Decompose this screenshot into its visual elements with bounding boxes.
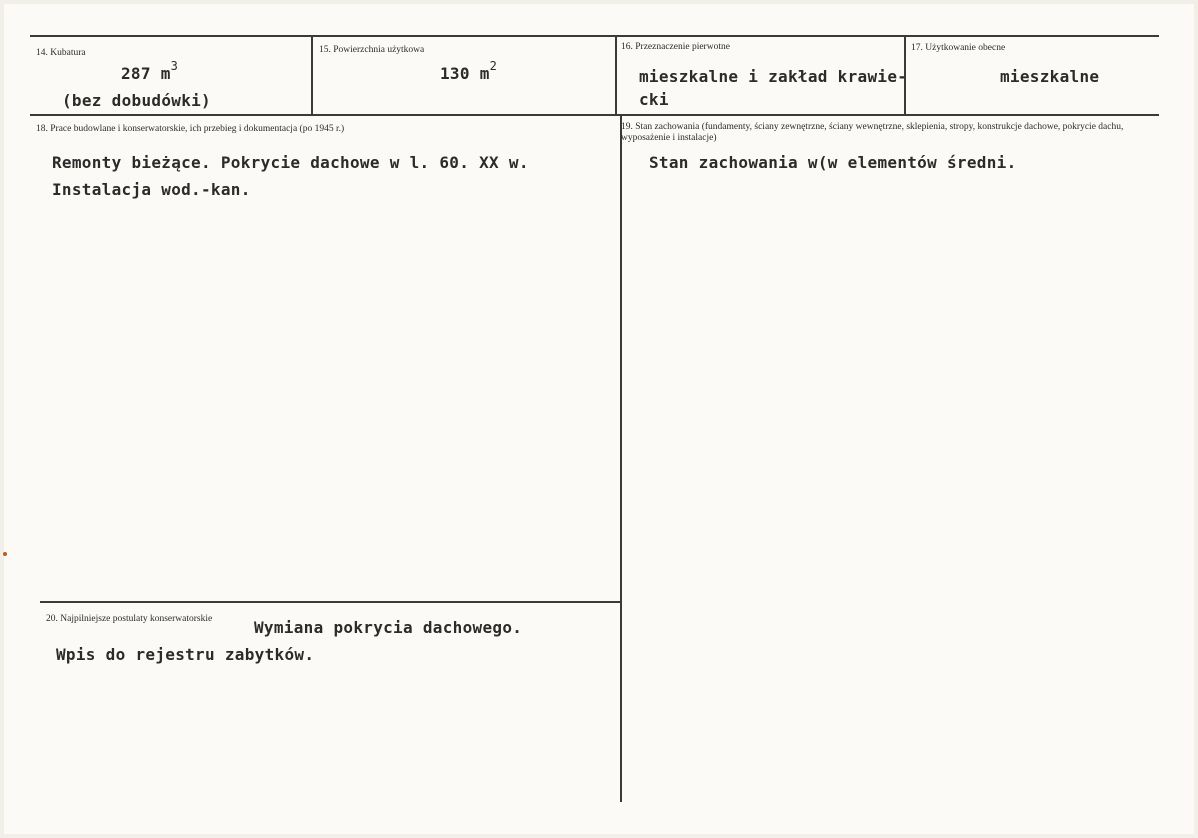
- top-row-bottom-border: [30, 114, 1159, 116]
- field-19-value: Stan zachowania w(w elementów średni.: [649, 153, 1017, 172]
- field-20-label: 20. Najpilniejsze postulaty konserwatorskie: [46, 614, 213, 624]
- field-19-label: 19. Stan zachowania (fundamenty, ściany zewnętrzne, ściany wewnętrzne, sklepienia, stropy, konstrukcje dachowe, pokrycie dachu, wyposażenie i instalacje): [621, 122, 1124, 143]
- field-18-label: 18. Prace budowlane i konserwatorskie, ich przebieg i dokumentacja (po 1945 r.): [36, 124, 345, 134]
- divider-15-16: [615, 36, 617, 115]
- field-16-line2: cki: [639, 90, 669, 109]
- edge-mark: [3, 552, 7, 556]
- field-17-label: 17. Użytkowanie obecne: [911, 43, 1006, 53]
- field-15-number: 130 m: [440, 64, 490, 83]
- field-16-line1: mieszkalne i zakład krawie-: [639, 67, 908, 86]
- field-14-note: (bez dobudówki): [62, 91, 211, 110]
- field-20-line2: Wpis do rejestru zabytków.: [56, 645, 315, 664]
- field-14-number: 287 m: [121, 64, 171, 83]
- field-15-superscript: 2: [489, 59, 498, 73]
- field-15-value: [440, 59, 498, 83]
- field-18-line2: Instalacja wod.-kan.: [52, 180, 251, 199]
- field-18-line1: Remonty bieżące. Pokrycie dachowe w l. 60. XX w.: [52, 153, 529, 172]
- field-14-label: 14. Kubatura: [36, 48, 86, 58]
- divider-18-20: [40, 601, 621, 603]
- divider-18-19: [620, 115, 622, 802]
- field-15-label: 15. Powierzchnia użytkowa: [319, 45, 425, 55]
- field-20-line1: Wymiana pokrycia dachowego.: [254, 618, 523, 637]
- field-17-value: mieszkalne: [1000, 67, 1100, 86]
- divider-14-15: [311, 36, 313, 115]
- field-14-superscript: 3: [170, 59, 179, 73]
- field-14-value: [121, 59, 179, 83]
- top-row-top-border: [30, 35, 1159, 37]
- field-16-label: 16. Przeznaczenie pierwotne: [621, 42, 730, 52]
